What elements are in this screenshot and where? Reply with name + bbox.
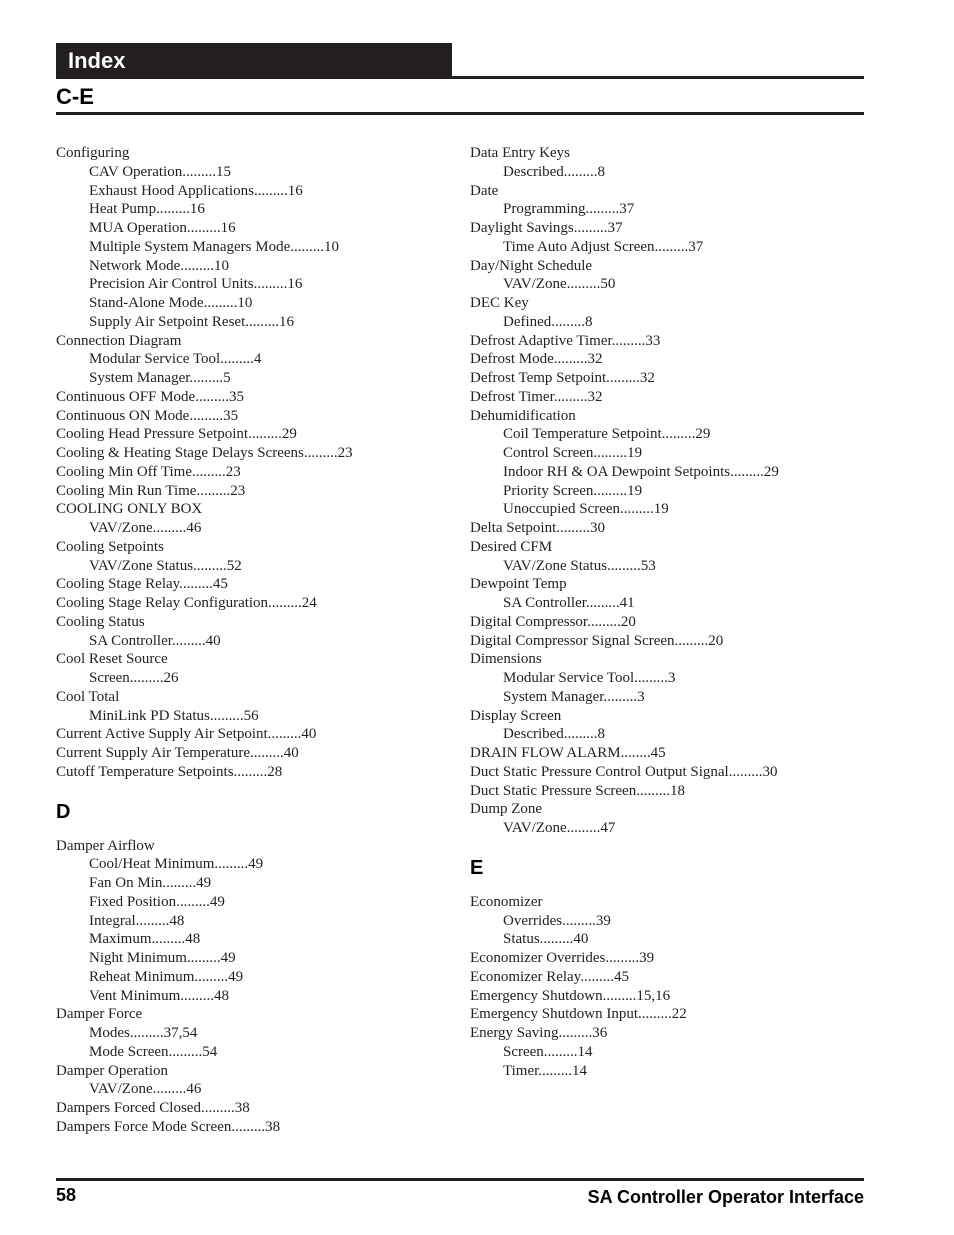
index-subentry: Stand-Alone Mode.........10 bbox=[89, 295, 253, 311]
index-entry: Damper Force bbox=[56, 1006, 143, 1023]
index-subentry: Modular Service Tool.........3 bbox=[503, 670, 676, 686]
index-subentry: Screen.........26 bbox=[89, 670, 179, 686]
index-entry: Data Entry Keys bbox=[470, 145, 570, 161]
index-subentry: Screen.........14 bbox=[503, 1043, 593, 1060]
index-subentry: VAV/Zone.........46 bbox=[89, 520, 202, 536]
index-entry: Emergency Shutdown.........15,16 bbox=[470, 987, 671, 1004]
index-column-right bbox=[470, 144, 779, 1080]
index-subentry: Control Screen.........19 bbox=[503, 445, 643, 461]
index-list-d-continued bbox=[470, 144, 779, 838]
index-subentry: Described.........8 bbox=[503, 163, 606, 180]
index-subentry: Multiple System Managers Mode.........10 bbox=[89, 238, 339, 255]
index-entry: COOLING ONLY BOX bbox=[56, 501, 203, 518]
index-subentry: Reheat Minimum.........49 bbox=[89, 968, 244, 985]
index-subentry: Network Mode.........10 bbox=[89, 257, 229, 274]
index-entry: Daylight Savings.........37 bbox=[470, 220, 623, 236]
index-subentry: Night Minimum.........49 bbox=[89, 950, 236, 966]
index-entry: Day/Night Schedule bbox=[470, 257, 593, 274]
index-subentry: Programming.........37 bbox=[503, 201, 635, 218]
index-entry: Defrost Mode.........32 bbox=[470, 351, 603, 368]
index-entry: Economizer bbox=[470, 893, 543, 910]
index-subentry: VAV/Zone Status.........53 bbox=[503, 557, 656, 574]
index-entry: Defrost Timer.........32 bbox=[470, 388, 603, 405]
index-subentry: SA Controller.........41 bbox=[503, 595, 635, 611]
index-subentry: Exhaust Hood Applications.........16 bbox=[89, 182, 303, 199]
page-number: 58 bbox=[56, 1185, 77, 1205]
index-subentry: Unoccupied Screen.........19 bbox=[503, 501, 669, 518]
index-entry: Defrost Temp Setpoint.........32 bbox=[470, 370, 655, 386]
index-subentry: Supply Air Setpoint Reset.........16 bbox=[89, 313, 295, 330]
index-subentry: VAV/Zone Status.........52 bbox=[89, 557, 242, 574]
index-subentry: System Manager.........3 bbox=[503, 688, 645, 705]
index-entry: Cooling Setpoints bbox=[56, 538, 164, 555]
index-entry: Energy Saving.........36 bbox=[470, 1025, 608, 1041]
index-subentry: Time Auto Adjust Screen.........37 bbox=[503, 238, 704, 255]
index-entry: DEC Key bbox=[470, 295, 529, 311]
index-subentry: Cool/Heat Minimum.........49 bbox=[89, 856, 264, 873]
document-title: SA Controller Operator Interface bbox=[587, 1187, 864, 1207]
index-list-c bbox=[56, 144, 353, 782]
index-entry: Duct Static Pressure Screen.........18 bbox=[470, 782, 685, 799]
index-entry: Cool Reset Source bbox=[56, 651, 168, 668]
index-entry: Continuous ON Mode.........35 bbox=[56, 407, 239, 424]
index-entry: Current Active Supply Air Setpoint.........40 bbox=[56, 726, 317, 743]
index-subentry: System Manager.........5 bbox=[89, 370, 231, 386]
index-entry: Configuring bbox=[56, 145, 130, 161]
index-entry: Damper Airflow bbox=[56, 837, 155, 854]
index-entry: Date bbox=[470, 182, 499, 199]
index-subentry: Precision Air Control Units.........16 bbox=[89, 276, 303, 293]
letter-heading-d: D bbox=[56, 800, 71, 823]
index-subentry: Priority Screen.........19 bbox=[503, 482, 643, 499]
index-entry: Duct Static Pressure Control Output Signal.........30 bbox=[470, 763, 778, 780]
index-subentry: Integral.........48 bbox=[89, 912, 185, 929]
index-subentry: Mode Screen.........54 bbox=[89, 1043, 218, 1060]
index-entry: Cooling Head Pressure Setpoint.........29 bbox=[56, 426, 297, 443]
index-subentry: Status.........40 bbox=[503, 931, 589, 948]
index-entry: Economizer Relay.........45 bbox=[470, 968, 629, 985]
index-entry: Cooling Min Off Time.........23 bbox=[56, 463, 241, 480]
index-entry: Economizer Overrides.........39 bbox=[470, 950, 655, 966]
index-entry: Cutoff Temperature Setpoints.........28 bbox=[56, 763, 283, 780]
index-subentry: Coil Temperature Setpoint.........29 bbox=[503, 426, 711, 443]
index-entry: Dump Zone bbox=[470, 801, 543, 818]
index-subentry: SA Controller.........40 bbox=[89, 632, 221, 649]
letter-heading-e: E bbox=[470, 856, 484, 879]
index-entry: Emergency Shutdown Input.........22 bbox=[470, 1006, 687, 1023]
index-subentry: Timer.........14 bbox=[503, 1062, 588, 1079]
index-entry: Cooling Status bbox=[56, 613, 145, 630]
index-list-e bbox=[470, 893, 779, 1081]
index-entry: Cool Total bbox=[56, 688, 120, 705]
index-subentry: Modes.........37,54 bbox=[89, 1025, 198, 1041]
index-subentry: MUA Operation.........16 bbox=[89, 220, 236, 236]
index-subentry: VAV/Zone.........47 bbox=[503, 820, 616, 836]
index-entry: Cooling Stage Relay Configuration.........24 bbox=[56, 595, 317, 611]
index-entry: Dampers Force Mode Screen.........38 bbox=[56, 1118, 281, 1135]
index-entry: Dampers Forced Closed.........38 bbox=[56, 1100, 250, 1116]
index-entry: Damper Operation bbox=[56, 1062, 169, 1079]
index-entry: Delta Setpoint.........30 bbox=[470, 520, 605, 536]
index-subentry: Fixed Position.........49 bbox=[89, 893, 225, 910]
index-subentry: Fan On Min.........49 bbox=[89, 875, 212, 891]
index-subentry: CAV Operation.........15 bbox=[89, 163, 231, 180]
index-entry: Cooling Stage Relay.........45 bbox=[56, 576, 228, 593]
index-entry: Cooling & Heating Stage Delays Screens.........23 bbox=[56, 445, 353, 461]
page-title: Index bbox=[68, 48, 126, 73]
index-entry: Continuous OFF Mode.........35 bbox=[56, 388, 244, 405]
index-subentry: Described.........8 bbox=[503, 726, 606, 743]
index-subentry: Maximum.........48 bbox=[89, 931, 201, 948]
index-entry: Defrost Adaptive Timer.........33 bbox=[470, 332, 661, 349]
index-entry: Connection Diagram bbox=[56, 332, 182, 349]
footer-rule bbox=[56, 1178, 864, 1181]
index-subentry: Vent Minimum.........48 bbox=[89, 987, 230, 1004]
index-entry: Digital Compressor Signal Screen.........20 bbox=[470, 632, 724, 649]
index-subentry: Modular Service Tool.........4 bbox=[89, 351, 262, 368]
index-entry: Dewpoint Temp bbox=[470, 576, 567, 593]
index-entry: Display Screen bbox=[470, 707, 562, 724]
index-entry: Dimensions bbox=[470, 651, 542, 668]
index-entry: Cooling Min Run Time.........23 bbox=[56, 482, 246, 499]
index-entry: Digital Compressor.........20 bbox=[470, 613, 636, 630]
index-subentry: VAV/Zone.........50 bbox=[503, 276, 616, 293]
index-subentry: Heat Pump.........16 bbox=[89, 201, 205, 218]
index-entry: Dehumidification bbox=[470, 407, 576, 424]
index-entry: Desired CFM bbox=[470, 538, 553, 555]
index-range-heading: C-E bbox=[56, 84, 94, 109]
index-entry: Current Supply Air Temperature.........40 bbox=[56, 745, 299, 761]
heading-rule bbox=[56, 112, 864, 115]
index-subentry: Defined.........8 bbox=[503, 313, 593, 330]
top-rule bbox=[56, 76, 864, 79]
index-list-d bbox=[56, 837, 353, 1137]
index-subentry: Overrides.........39 bbox=[503, 912, 611, 929]
index-subentry: Indoor RH & OA Dewpoint Setpoints.........29 bbox=[503, 463, 779, 480]
index-subentry: VAV/Zone.........46 bbox=[89, 1081, 202, 1098]
index-column-left bbox=[56, 144, 353, 1137]
index-entry: DRAIN FLOW ALARM........45 bbox=[470, 745, 666, 761]
index-subentry: MiniLink PD Status.........56 bbox=[89, 707, 259, 724]
